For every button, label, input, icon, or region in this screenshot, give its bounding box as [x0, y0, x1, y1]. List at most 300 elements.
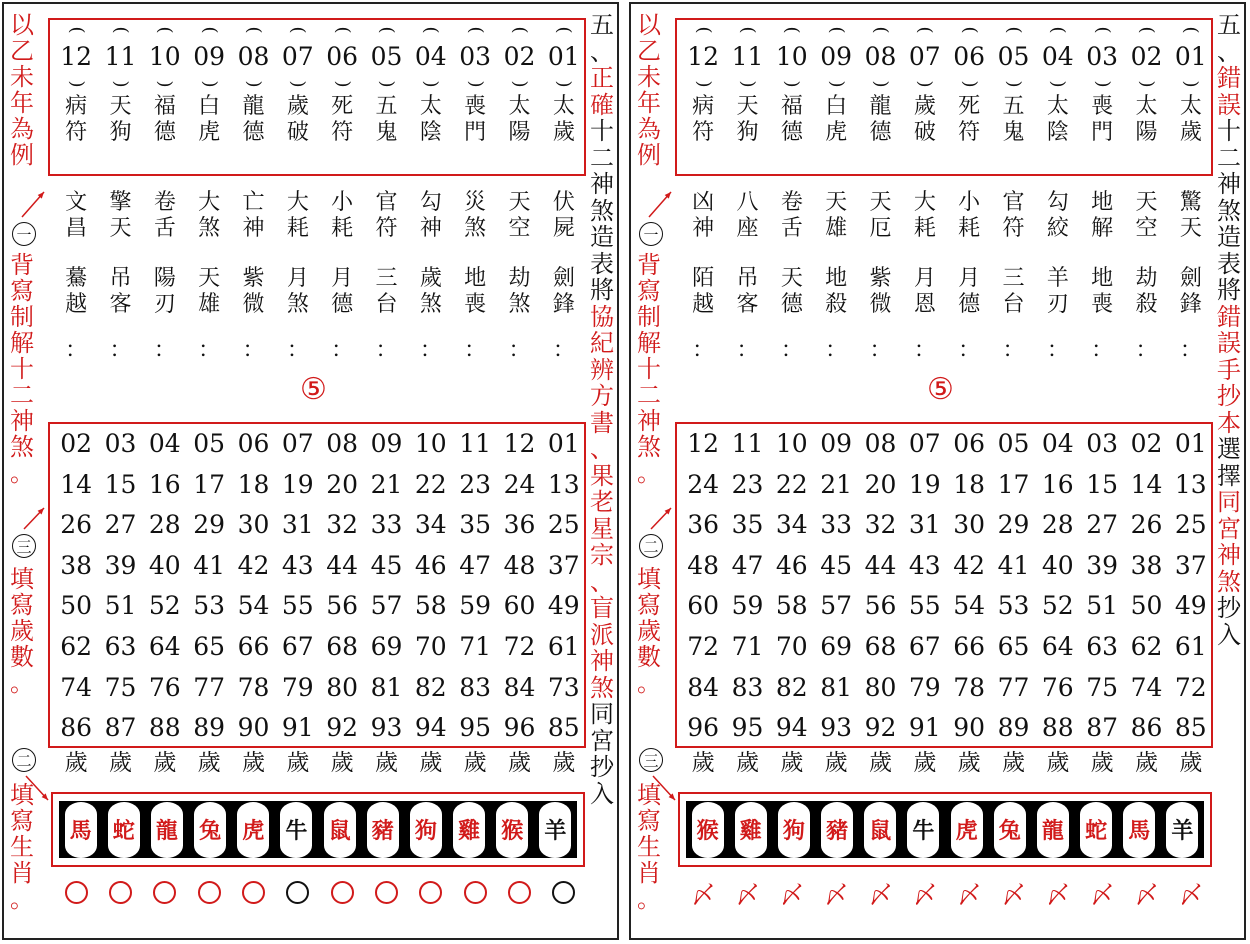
cross-mark: 〆	[779, 880, 804, 909]
title-red-char: 本	[1217, 408, 1241, 437]
paren-open: (	[914, 26, 936, 34]
age-number: 40	[148, 550, 181, 580]
zodiac-cell	[59, 801, 102, 858]
cross-mark: 〆	[1001, 880, 1026, 909]
zodiac-cell	[361, 801, 404, 858]
age-number: 29	[997, 510, 1030, 540]
palace-number: 08	[864, 42, 897, 71]
palace-number: 04	[1041, 42, 1074, 71]
star-row-2	[681, 190, 1213, 242]
age-number: 76	[1041, 672, 1074, 702]
left-note-recite-char: 十	[10, 355, 34, 383]
cross-mark: 〆	[735, 880, 760, 909]
zodiac-cell	[772, 801, 815, 858]
title-char: 煞	[1217, 196, 1241, 225]
sui-cell	[409, 750, 453, 776]
star-char: 劫	[1135, 266, 1158, 291]
sui-char: 歲	[153, 750, 177, 776]
sui-cell	[364, 750, 408, 776]
paren-open: (	[1180, 26, 1202, 34]
age-number: 45	[370, 550, 403, 580]
cross-mark: 〆	[957, 880, 982, 909]
palace-number: 06	[326, 42, 359, 71]
zodiac-animal: 蛇	[108, 802, 140, 858]
sui-char: 歲	[1134, 750, 1158, 776]
title-red-char: 正	[590, 64, 614, 92]
star-cell	[409, 190, 453, 242]
age-number: 41	[997, 550, 1030, 580]
dots-cell	[409, 340, 453, 362]
sui-char: 歲	[463, 750, 487, 776]
age-number: 01	[1174, 429, 1207, 458]
title-char: 宮	[590, 726, 614, 755]
age-number: 53	[997, 591, 1030, 621]
star-cell	[231, 190, 275, 242]
title-red-char: 果	[590, 461, 614, 490]
star-cell	[542, 190, 586, 242]
dots-cell	[725, 340, 769, 362]
dots-cell	[143, 340, 187, 362]
left-note-example-char: 例	[637, 141, 661, 169]
title-char: 二	[1217, 143, 1241, 172]
star-char: 解	[1091, 216, 1114, 241]
star-cell	[725, 266, 769, 318]
zodiac-animal: 蛇	[1080, 802, 1112, 858]
zodiac-box	[678, 792, 1212, 867]
star-char: 勾	[419, 190, 442, 215]
zodiac-animal: 雞	[735, 802, 767, 858]
age-number: 01	[547, 429, 580, 458]
title-red-char: 派	[590, 620, 614, 649]
star-name-1b: 虎	[825, 120, 848, 145]
paren-close: )	[509, 80, 531, 88]
left-note-example	[637, 12, 661, 168]
star-char: 煞	[508, 292, 531, 317]
age-number: 89	[997, 713, 1030, 743]
dots-cell	[320, 340, 364, 362]
star-char: 空	[1135, 216, 1158, 241]
paren-close: )	[465, 80, 487, 88]
mark-cell	[320, 877, 364, 907]
star-char: 天	[780, 266, 803, 291]
left-note-recite-char: 制	[637, 303, 661, 331]
dots-cell	[453, 340, 497, 362]
mark-cell	[725, 877, 769, 907]
age-number: 11	[459, 429, 492, 458]
left-note-example-char: 乙	[10, 37, 34, 65]
title-char: 五	[1217, 11, 1241, 39]
title-char: 抄	[590, 753, 614, 781]
palace-column	[1036, 22, 1080, 146]
paren-open: (	[243, 26, 265, 34]
star-cell	[1036, 190, 1080, 242]
left-note-example-char: 為	[637, 115, 661, 143]
sui-cell	[770, 750, 814, 776]
dots-char: ：	[331, 338, 354, 363]
age-number: 26	[1130, 510, 1163, 540]
palace-number: 05	[370, 42, 403, 71]
star-name-1b: 狗	[736, 120, 759, 145]
star-name-1b: 鬼	[1002, 120, 1025, 145]
star-char: 月	[286, 266, 309, 291]
star-char: 劍	[1179, 266, 1202, 291]
circle-mark	[198, 881, 221, 904]
star-name-1: 太	[1179, 94, 1202, 119]
mark-cell	[814, 877, 858, 907]
age-number: 19	[281, 469, 314, 499]
age-number: 72	[1174, 672, 1207, 702]
sui-row	[681, 750, 1213, 776]
age-number: 90	[953, 713, 986, 743]
left-note-example-char: 以	[10, 11, 34, 39]
sui-cell	[54, 750, 98, 776]
age-number: 56	[326, 591, 359, 621]
dots-cell	[276, 340, 320, 362]
zodiac-animal: 雞	[453, 802, 485, 858]
star-name-1: 白	[198, 94, 221, 119]
left-note-age-char: 寫	[637, 591, 661, 619]
star-char: 台	[375, 292, 398, 317]
paren-open: (	[376, 26, 398, 34]
dots-char: ：	[1046, 338, 1069, 363]
step-two-circle: 三	[12, 534, 36, 558]
age-number: 24	[503, 469, 536, 499]
title-char: 五	[590, 11, 614, 39]
star-name-1b: 符	[958, 120, 981, 145]
left-note-age-char: 寫	[10, 591, 34, 619]
age-number: 58	[414, 591, 447, 621]
age-number: 84	[687, 672, 720, 702]
age-number: 87	[104, 713, 137, 743]
mark-cell	[497, 877, 541, 907]
star-name-1: 太	[1135, 94, 1158, 119]
mark-cell	[1169, 877, 1213, 907]
star-char: 羊	[1046, 266, 1069, 291]
star-name-1: 太	[1046, 94, 1069, 119]
zodiac-animal: 狗	[410, 802, 442, 858]
sui-char: 歲	[330, 750, 354, 776]
age-number: 72	[503, 631, 536, 661]
star-name-1: 天	[736, 94, 759, 119]
star-char: 空	[508, 216, 531, 241]
palace-number: 10	[148, 42, 181, 71]
sui-char: 歲	[780, 750, 804, 776]
sui-cell	[320, 750, 364, 776]
star-cell	[542, 266, 586, 318]
title-red-char: 、	[590, 435, 614, 463]
palace-number: 07	[281, 42, 314, 71]
star-char: 卷	[780, 190, 803, 215]
age-number: 02	[60, 429, 93, 458]
title-red-char: 宮	[1217, 514, 1241, 543]
age-number: 95	[459, 713, 492, 743]
star-name-1b: 陰	[419, 120, 442, 145]
left-note-example-char: 例	[10, 141, 34, 169]
star-name-1: 死	[331, 94, 354, 119]
left-note-example-char: 年	[10, 89, 34, 117]
left-note-age-char: 歲	[10, 617, 34, 645]
age-number: 83	[459, 672, 492, 702]
title-red-char: 誤	[1217, 90, 1241, 119]
palace-number: 05	[997, 42, 1030, 71]
left-note-example-char: 未	[637, 63, 661, 91]
age-number: 70	[775, 631, 808, 661]
left-note-zodiac-char: 。	[10, 885, 34, 913]
paren-close: )	[66, 80, 88, 88]
palace-column	[364, 22, 408, 146]
star-char: 煞	[198, 216, 221, 241]
age-number: 85	[547, 713, 580, 743]
paren-close: )	[1003, 80, 1025, 88]
section-five-label: ⑤	[300, 372, 327, 407]
zodiac-animal: 兔	[194, 802, 226, 858]
palace-column	[770, 22, 814, 146]
age-number: 60	[687, 591, 720, 621]
age-number: 49	[1174, 591, 1207, 621]
age-number: 77	[193, 672, 226, 702]
title-red-char: 宗	[590, 541, 614, 569]
star-cell	[858, 190, 902, 242]
star-cell	[814, 266, 858, 318]
age-number: 28	[148, 510, 181, 540]
title-char: 、	[1217, 37, 1241, 66]
star-cell	[725, 190, 769, 242]
star-char: 月	[331, 266, 354, 291]
star-cell	[858, 266, 902, 318]
left-note-age-char: 數	[637, 643, 661, 671]
star-cell	[1080, 190, 1124, 242]
zodiac-cell	[318, 801, 361, 858]
star-name-1b: 德	[242, 120, 265, 145]
age-number: 12	[503, 429, 536, 458]
title-char: 抄	[1217, 594, 1241, 622]
star-char: 耗	[958, 216, 981, 241]
star-char: 煞	[464, 216, 487, 241]
left-note-zodiac-char: 肖	[10, 859, 34, 887]
age-number: 13	[547, 469, 580, 499]
sui-cell	[947, 750, 991, 776]
star-char: 符	[375, 216, 398, 241]
title-char: 同	[590, 700, 614, 728]
paren-close: )	[914, 80, 936, 88]
left-note-zodiac	[637, 782, 661, 912]
zodiac-animal: 羊	[539, 802, 571, 858]
step-one-circle: 一	[12, 222, 36, 246]
star-name-1: 福	[780, 94, 803, 119]
age-number: 88	[1041, 713, 1074, 743]
dots-char: ：	[198, 338, 221, 363]
age-number: 17	[997, 469, 1030, 499]
paren-close: )	[693, 80, 715, 88]
sui-char: 歲	[957, 750, 981, 776]
age-number: 50	[1130, 591, 1163, 621]
age-number: 30	[237, 510, 270, 540]
age-number: 82	[414, 672, 447, 702]
palace-column	[681, 22, 725, 146]
dots-char: ：	[286, 338, 309, 363]
dots-char: ：	[825, 338, 848, 363]
mark-cell	[542, 877, 586, 907]
age-number: 40	[1041, 550, 1074, 580]
top-stars-cells	[681, 22, 1213, 146]
age-number: 15	[104, 469, 137, 499]
dots-char: ：	[1091, 338, 1114, 363]
zodiac-cell	[1161, 801, 1204, 858]
palace-number: 01	[547, 42, 580, 71]
age-number: 94	[775, 713, 808, 743]
dots-char: ：	[153, 338, 176, 363]
age-number: 91	[281, 713, 314, 743]
mark-cell	[453, 877, 497, 907]
age-number: 26	[60, 510, 93, 540]
palace-column	[903, 22, 947, 146]
palace-column	[409, 22, 453, 146]
age-number: 95	[731, 713, 764, 743]
age-number: 83	[731, 672, 764, 702]
title-red-char: 星	[590, 514, 614, 543]
zodiac-animal: 豬	[821, 802, 853, 858]
age-number: 36	[503, 510, 536, 540]
cross-mark: 〆	[1134, 880, 1159, 909]
paren-close: )	[826, 80, 848, 88]
age-number: 20	[326, 469, 359, 499]
age-number: 58	[775, 591, 808, 621]
zodiac-animal: 龍	[151, 802, 183, 858]
star-name-1b: 狗	[109, 120, 132, 145]
age-number: 13	[1174, 469, 1207, 499]
age-number: 43	[908, 550, 941, 580]
star-char: 刃	[153, 292, 176, 317]
star-name-1: 死	[958, 94, 981, 119]
zodiac-cell	[491, 801, 534, 858]
sui-cell	[681, 750, 725, 776]
sui-char: 歲	[374, 750, 398, 776]
left-note-recite-char: 。	[10, 459, 34, 487]
zodiac-animal: 虎	[237, 802, 269, 858]
title-red-char: 錯	[1217, 64, 1241, 92]
left-note-recite-char: 神	[637, 407, 661, 435]
star-char: 大	[198, 190, 221, 215]
age-number: 38	[1130, 550, 1163, 580]
left-note-zodiac-char: 寫	[637, 807, 661, 835]
age-number: 49	[547, 591, 580, 621]
age-number: 55	[908, 591, 941, 621]
zodiac-cell	[275, 801, 318, 858]
age-number: 41	[193, 550, 226, 580]
star-name-1b: 符	[692, 120, 715, 145]
zodiac-cell	[816, 801, 859, 858]
age-number: 14	[60, 469, 93, 499]
star-name-1b: 歲	[1179, 120, 1202, 145]
age-number: 10	[414, 429, 447, 458]
star-name-1b: 鬼	[375, 120, 398, 145]
sui-cell	[143, 750, 187, 776]
left-note-zodiac-char: 生	[10, 833, 34, 861]
title-red-char: 書	[590, 408, 614, 437]
dots-cell	[231, 340, 275, 362]
sui-cell	[497, 750, 541, 776]
paren-open: (	[826, 26, 848, 34]
star-char: 昌	[65, 216, 88, 241]
paren-open: (	[959, 26, 981, 34]
dots-cell	[814, 340, 858, 362]
star-cell	[98, 190, 142, 242]
dots-cell	[54, 340, 98, 362]
age-number: 25	[547, 510, 580, 540]
left-note-age-char: 填	[637, 565, 661, 593]
age-number: 53	[193, 591, 226, 621]
age-number: 09	[820, 429, 853, 458]
left-note-age	[637, 566, 661, 696]
circle-mark	[419, 881, 442, 904]
star-char: 鋒	[1179, 292, 1202, 317]
age-number: 82	[775, 672, 808, 702]
paren-close: )	[737, 80, 759, 88]
age-number: 85	[1174, 713, 1207, 743]
age-number: 60	[503, 591, 536, 621]
paren-close: )	[870, 80, 892, 88]
sui-char: 歲	[824, 750, 848, 776]
dots-cell	[858, 340, 902, 362]
age-number: 07	[908, 429, 941, 458]
sui-cell	[1080, 750, 1124, 776]
paren-close: )	[243, 80, 265, 88]
title-char: 神	[1217, 170, 1241, 198]
star-char: 月	[913, 266, 936, 291]
palace-column	[814, 22, 858, 146]
star-char: 文	[65, 190, 88, 215]
age-number: 57	[820, 591, 853, 621]
step-three-circle: 三	[639, 748, 663, 772]
star-char: 凶	[692, 190, 715, 215]
left-note-zodiac-char: 填	[637, 781, 661, 809]
dots-cell	[1036, 340, 1080, 362]
star-char: 天	[1135, 190, 1158, 215]
star-char: 耗	[913, 216, 936, 241]
star-cell	[453, 266, 497, 318]
star-char: 刃	[1046, 292, 1069, 317]
star-name-1: 五	[375, 94, 398, 119]
age-number: 70	[414, 631, 447, 661]
star-char: 恩	[913, 292, 936, 317]
title-char: 表	[1217, 249, 1241, 278]
zodiac-animal: 鼠	[324, 802, 356, 858]
star-char: 雄	[198, 292, 221, 317]
age-number: 37	[1174, 550, 1207, 580]
zodiac-cell	[945, 801, 988, 858]
star-char: 客	[109, 292, 132, 317]
title-char: 十	[590, 117, 614, 145]
paren-close: )	[781, 80, 803, 88]
star-char: 劍	[552, 266, 575, 291]
age-number: 84	[503, 672, 536, 702]
age-number: 27	[1086, 510, 1119, 540]
star-char: 地	[1091, 266, 1114, 291]
sui-cell	[453, 750, 497, 776]
star-cell	[98, 266, 142, 318]
left-note-age-char: 填	[10, 565, 34, 593]
mark-cell	[770, 877, 814, 907]
dots-cell	[947, 340, 991, 362]
zodiac-strip	[686, 801, 1204, 858]
dots-cell	[1169, 340, 1213, 362]
age-number: 61	[1174, 631, 1207, 661]
sui-cell	[276, 750, 320, 776]
age-number: 04	[148, 429, 181, 458]
paren-open: (	[781, 26, 803, 34]
star-cell	[947, 190, 991, 242]
title-char: 入	[590, 779, 614, 808]
